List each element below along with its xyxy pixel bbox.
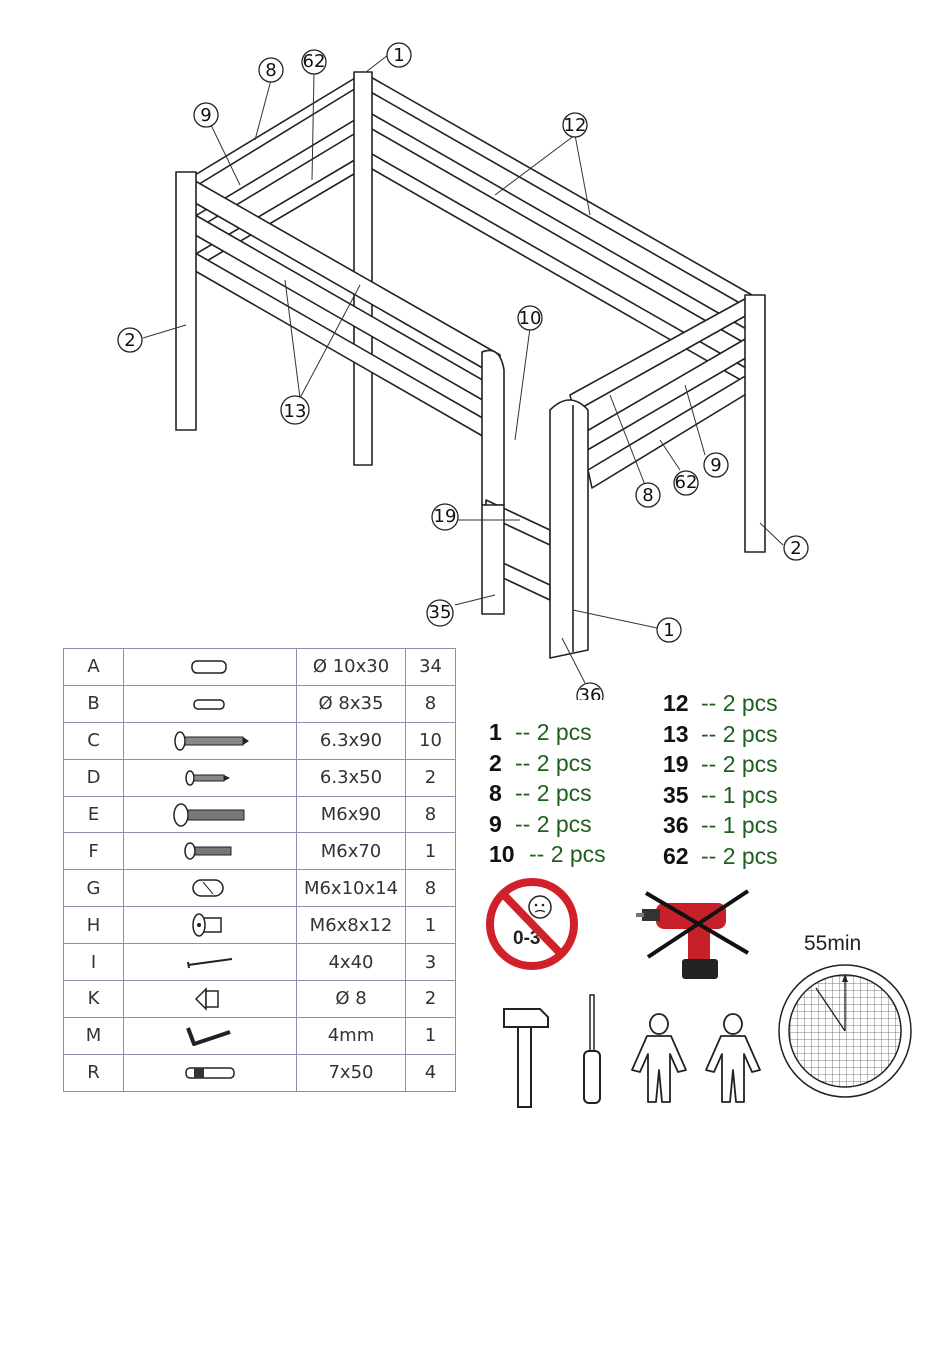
part-qty: -- 2 pcs xyxy=(515,810,592,837)
front-rail-mid xyxy=(190,212,500,410)
callout-62-right xyxy=(674,471,698,495)
hardware-letter: F xyxy=(64,833,124,870)
hardware-size: M6x8x12 xyxy=(297,907,406,944)
hardware-letter: M xyxy=(64,1017,124,1054)
list-item xyxy=(489,748,606,779)
part-number: 13 xyxy=(663,720,689,747)
hammer-icon xyxy=(500,1003,552,1111)
hardware-size: 4mm xyxy=(297,1017,406,1054)
callout-35 xyxy=(427,600,453,626)
sleeve-nut-icon xyxy=(185,910,235,940)
post-front-right xyxy=(550,400,588,658)
list-item xyxy=(663,719,778,750)
plug-dowel-icon xyxy=(180,1062,240,1084)
post-front-left xyxy=(176,172,196,430)
hardware-table xyxy=(63,648,456,1092)
svg-text:9: 9 xyxy=(200,105,212,126)
allen-key-icon xyxy=(180,1022,240,1050)
hardware-qty: 8 xyxy=(406,685,456,722)
hardware-size: M6x90 xyxy=(297,796,406,833)
part-number: 10 xyxy=(489,841,515,868)
part-number: 1 xyxy=(489,719,502,745)
callout-10 xyxy=(518,306,542,330)
svg-text:1: 1 xyxy=(393,45,405,66)
part-qty: -- 2 pcs xyxy=(701,720,778,747)
dowel-large-icon xyxy=(180,657,240,677)
svg-text:62: 62 xyxy=(302,51,326,72)
part-number: 8 xyxy=(489,780,502,807)
part-qty: -- 2 pcs xyxy=(701,690,778,716)
hardware-size: Ø 10x30 xyxy=(297,649,406,686)
svg-text:8: 8 xyxy=(265,60,277,81)
svg-text:9: 9 xyxy=(710,455,722,476)
bolt-long-icon xyxy=(170,801,250,829)
part-qty: -- 2 pcs xyxy=(515,749,592,776)
callout-36 xyxy=(577,683,603,700)
hardware-size: M6x10x14 xyxy=(297,870,406,907)
hardware-letter: R xyxy=(64,1054,124,1091)
list-item xyxy=(489,717,606,748)
hardware-letter: A xyxy=(64,649,124,686)
callout-12 xyxy=(563,113,587,137)
hardware-letter: E xyxy=(64,796,124,833)
svg-text:13: 13 xyxy=(283,401,307,422)
list-item xyxy=(663,749,778,780)
bolt-short-icon xyxy=(180,840,240,862)
hardware-size: 6.3x90 xyxy=(297,722,406,759)
ladder-side-10 xyxy=(482,350,504,505)
svg-text:2: 2 xyxy=(124,330,136,351)
part-number: 62 xyxy=(663,842,689,869)
svg-text:19: 19 xyxy=(433,506,457,527)
svg-text:0-3: 0-3 xyxy=(513,928,541,949)
hardware-qty: 2 xyxy=(406,759,456,796)
hardware-qty: 10 xyxy=(406,722,456,759)
hardware-size: 6.3x50 xyxy=(297,759,406,796)
hardware-qty: 8 xyxy=(406,796,456,833)
table-row xyxy=(64,1017,456,1054)
callout-13 xyxy=(281,396,309,424)
hardware-qty: 1 xyxy=(406,833,456,870)
list-item xyxy=(663,841,778,872)
parts-list-right xyxy=(663,688,778,872)
callout-1-bottom xyxy=(657,618,681,642)
person-icon xyxy=(626,1010,692,1106)
hardware-letter: K xyxy=(64,981,124,1018)
part-number: 12 xyxy=(663,690,689,716)
svg-text:10: 10 xyxy=(518,308,542,329)
hardware-letter: C xyxy=(64,722,124,759)
hardware-letter: I xyxy=(64,944,124,981)
callout-1-top xyxy=(387,43,411,67)
part-qty: -- 2 pcs xyxy=(515,719,592,745)
wood-screw-short-icon xyxy=(180,768,240,788)
callout-2-left xyxy=(118,328,142,352)
wood-screw-long-icon xyxy=(170,729,250,753)
hardware-qty: 8 xyxy=(406,870,456,907)
svg-text:2: 2 xyxy=(790,538,802,559)
nail-icon xyxy=(180,955,240,969)
part-number: 2 xyxy=(489,749,502,776)
svg-text:35: 35 xyxy=(428,602,452,623)
post-back-right xyxy=(745,295,765,552)
back-rail-mid xyxy=(365,110,748,345)
hardware-qty: 1 xyxy=(406,1017,456,1054)
hardware-letter: D xyxy=(64,759,124,796)
hardware-letter: H xyxy=(64,907,124,944)
hardware-size: M6x70 xyxy=(297,833,406,870)
svg-text:8: 8 xyxy=(642,485,654,506)
hardware-size: Ø 8x35 xyxy=(297,685,406,722)
part-number: 35 xyxy=(663,781,689,808)
person-icon xyxy=(700,1010,766,1106)
hardware-letter: G xyxy=(64,870,124,907)
hardware-qty: 3 xyxy=(406,944,456,981)
list-item xyxy=(663,810,778,841)
hardware-qty: 34 xyxy=(406,649,456,686)
callout-9-left xyxy=(194,103,218,127)
assembly-time-label: 55min xyxy=(804,932,862,955)
hardware-qty: 2 xyxy=(406,981,456,1018)
age-restriction-icon xyxy=(482,877,582,971)
table-row xyxy=(64,870,456,907)
parts-list-left xyxy=(489,717,606,870)
list-item xyxy=(489,778,606,809)
part-number: 19 xyxy=(663,751,689,778)
list-item xyxy=(489,839,606,870)
part-qty: -- 1 pcs xyxy=(701,781,778,808)
post-back-left xyxy=(354,72,372,465)
table-row xyxy=(64,907,456,944)
part-qty: -- 1 pcs xyxy=(701,812,778,839)
callout-9-right xyxy=(704,453,728,477)
table-row xyxy=(64,981,456,1018)
table-row xyxy=(64,944,456,981)
dowel-small-icon xyxy=(180,694,240,714)
table-row xyxy=(64,722,456,759)
hardware-letter: B xyxy=(64,685,124,722)
table-row xyxy=(64,759,456,796)
svg-text:1: 1 xyxy=(663,620,675,641)
callout-62-left xyxy=(302,50,326,74)
list-item xyxy=(489,809,606,840)
part-number: 36 xyxy=(663,812,689,839)
table-row xyxy=(64,685,456,722)
callout-8-right xyxy=(636,483,660,507)
hardware-size: 4x40 xyxy=(297,944,406,981)
part-qty: -- 2 pcs xyxy=(701,842,778,869)
part-qty: -- 2 pcs xyxy=(515,780,592,807)
table-row xyxy=(64,1054,456,1091)
svg-text:36: 36 xyxy=(578,685,602,700)
part-qty: -- 2 pcs xyxy=(529,841,606,868)
table-row xyxy=(64,833,456,870)
hardware-size: 7x50 xyxy=(297,1054,406,1091)
table-row xyxy=(64,649,456,686)
callout-19 xyxy=(432,504,458,530)
screwdriver-icon xyxy=(580,993,604,1107)
svg-text:62: 62 xyxy=(674,472,698,493)
table-row xyxy=(64,796,456,833)
list-item xyxy=(663,688,778,719)
hardware-qty: 4 xyxy=(406,1054,456,1091)
callout-2-right xyxy=(784,536,808,560)
part-number: 9 xyxy=(489,810,502,837)
svg-text:12: 12 xyxy=(563,115,587,136)
callout-8-left xyxy=(259,58,283,82)
hardware-qty: 1 xyxy=(406,907,456,944)
clock-icon xyxy=(776,962,914,1100)
cover-cap-icon xyxy=(190,985,230,1013)
no-power-drill-icon xyxy=(636,885,761,985)
hardware-size: Ø 8 xyxy=(297,981,406,1018)
list-item xyxy=(663,780,778,811)
barrel-nut-icon xyxy=(185,874,235,902)
part-qty: -- 2 pcs xyxy=(701,751,778,778)
